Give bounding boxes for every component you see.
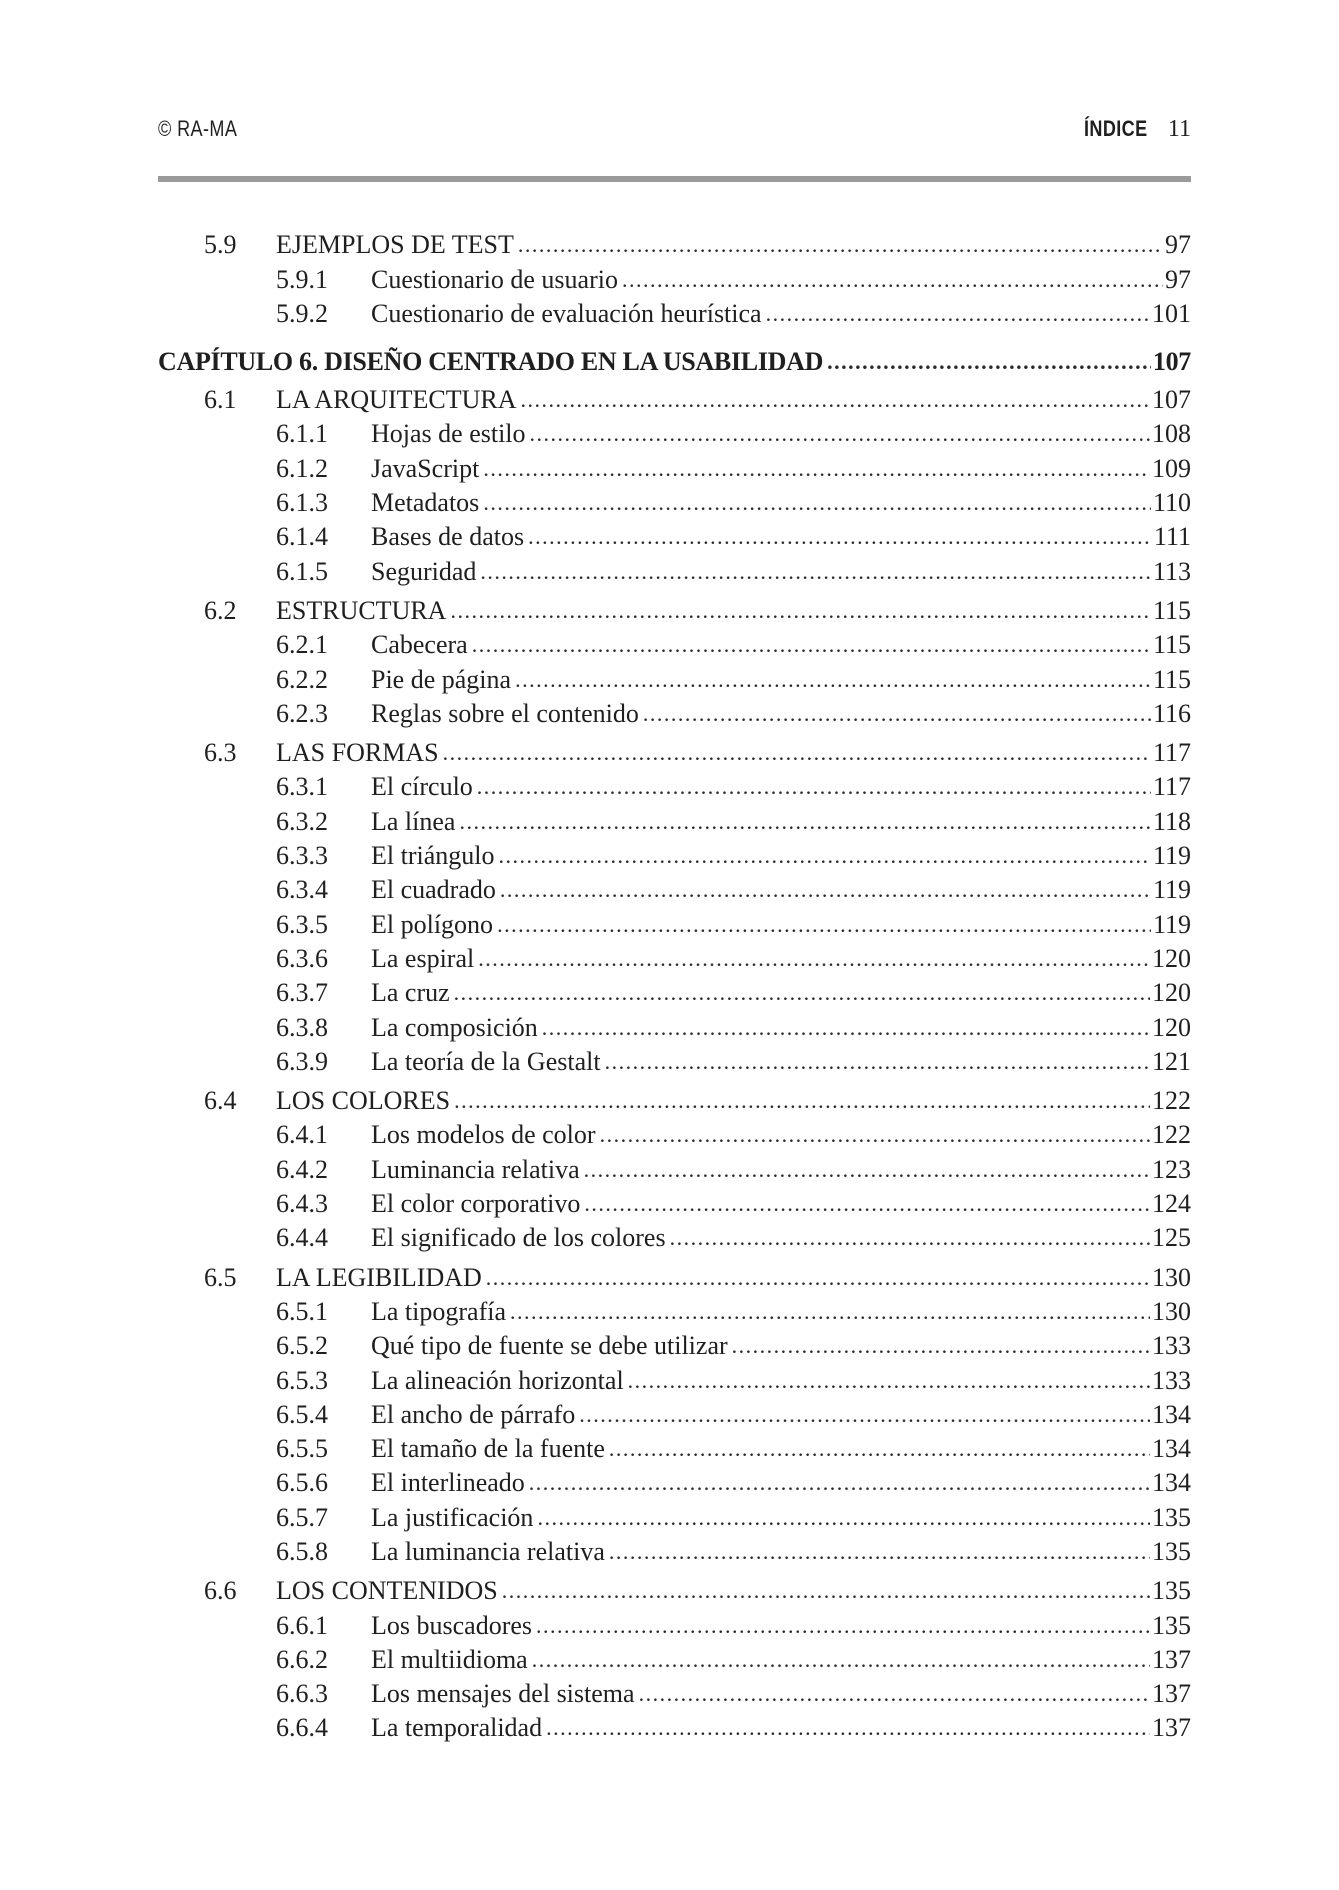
toc-entry-page: 97 [1165, 230, 1191, 260]
toc-entry-number: 6.5.4 [276, 1399, 328, 1429]
toc-entry-title: El círculo [371, 772, 473, 802]
toc-entry-number: 6.6.1 [276, 1610, 328, 1640]
toc-entry-page: 135 [1152, 1610, 1191, 1640]
toc-entry-number: 6.5 [204, 1262, 237, 1292]
toc-entry-number: 6.1.5 [276, 556, 328, 586]
toc-entry-number: 6.4.4 [276, 1223, 328, 1253]
toc-entry-title: El tamaño de la fuente [371, 1434, 605, 1464]
toc-entry-number: 6.5.8 [276, 1536, 328, 1566]
toc-subsection-entry [158, 262, 1191, 296]
dot-leader [600, 1118, 1150, 1152]
toc-entry-number: 6.5.5 [276, 1434, 328, 1464]
toc-entry-number: 6.6.2 [276, 1644, 328, 1674]
toc-entry-title: La luminancia relativa [371, 1536, 605, 1566]
toc-entry-number: 6.3.8 [276, 1012, 328, 1042]
toc-entry-page: 115 [1152, 630, 1191, 660]
toc-entry-title: El color corporativo [371, 1189, 581, 1219]
toc-entry-number: 6.3.7 [276, 978, 328, 1008]
toc-entry-page: 137 [1152, 1679, 1191, 1709]
dot-leader [502, 1574, 1150, 1608]
toc-entry-page: 117 [1152, 772, 1191, 802]
toc-subsection-entry [158, 554, 1191, 588]
toc-entry-number: 6.2 [204, 595, 237, 625]
toc-entry-title: El cuadrado [371, 875, 496, 905]
toc-subsection-entry [158, 662, 1191, 696]
toc-subsection-entry [158, 1608, 1191, 1642]
toc-entry-title: ESTRUCTURA [276, 595, 447, 625]
toc-section-entry [158, 383, 1191, 417]
toc-subsection-entry [158, 942, 1191, 976]
dot-leader [542, 1011, 1150, 1045]
toc-entry-page: 119 [1152, 841, 1191, 871]
section-title: ÍNDICE [1084, 116, 1148, 141]
toc-entry-page: 135 [1152, 1576, 1191, 1606]
toc-entry-number: 6.1.2 [276, 453, 328, 483]
toc-entry-number: 6.5.1 [276, 1296, 328, 1326]
toc-entry-number: 6.1 [204, 385, 237, 415]
toc-entry-page: 120 [1152, 1012, 1191, 1042]
toc-subsection-entry [158, 520, 1191, 554]
toc-entry-title: Reglas sobre el contenido [371, 698, 639, 728]
dot-leader [537, 1501, 1150, 1535]
dot-leader [454, 976, 1150, 1010]
toc-entry-title: La alineación horizontal [371, 1365, 624, 1395]
dot-leader [827, 345, 1151, 379]
toc-entry-title: JavaScript [371, 453, 480, 483]
toc-entry-number: 6.5.6 [276, 1468, 328, 1498]
toc-subsection-entry [158, 628, 1191, 662]
publisher-mark: © RA-MA [158, 116, 238, 141]
toc-entry-number: 6.6 [204, 1576, 237, 1606]
toc-entry-title: Metadatos [371, 488, 480, 518]
dot-leader [454, 1084, 1150, 1118]
toc-section-entry [158, 1260, 1191, 1294]
dot-leader [546, 1711, 1150, 1745]
toc-entry-title: Seguridad [371, 556, 477, 586]
toc-entry-page: 122 [1152, 1120, 1191, 1150]
dot-leader [530, 417, 1150, 451]
toc-entry-title: Cuestionario de evaluación heurística [371, 298, 762, 328]
toc-entry-page: 120 [1152, 943, 1191, 973]
toc-entry-number: 6.5.7 [276, 1502, 328, 1532]
toc-entry-number: 6.3.4 [276, 875, 328, 905]
dot-leader [477, 770, 1151, 804]
toc-entry-page: 115 [1152, 664, 1191, 694]
running-head-right [1070, 116, 1191, 143]
toc-subsection-entry [158, 1187, 1191, 1221]
dot-leader [459, 805, 1151, 839]
toc-entry-number: 6.2.1 [276, 630, 328, 660]
toc-entry-page: 120 [1152, 978, 1191, 1008]
toc-entry-page: 134 [1152, 1434, 1191, 1464]
toc-entry-number: 6.5.3 [276, 1365, 328, 1395]
header-rule [158, 176, 1191, 182]
toc-subsection-entry [158, 839, 1191, 873]
toc-entry-page: 107 [1152, 385, 1191, 415]
toc-entry-title: La espiral [371, 943, 475, 973]
dot-leader [532, 1643, 1150, 1677]
toc-entry-title: LA ARQUITECTURA [276, 385, 517, 415]
toc-subsection-entry [158, 1500, 1191, 1534]
toc-entry-title: El ancho de párrafo [371, 1399, 576, 1429]
dot-leader [639, 1677, 1150, 1711]
toc-entry-number: 6.3.5 [276, 909, 328, 939]
toc-entry-number: 6.3.6 [276, 943, 328, 973]
toc-entry-page: 125 [1152, 1223, 1191, 1253]
toc-entry-page: 110 [1152, 488, 1191, 518]
toc-entry-number: 6.4.1 [276, 1120, 328, 1150]
toc-subsection-entry [158, 1010, 1191, 1044]
toc-subsection-entry [158, 873, 1191, 907]
toc-entry-title: La cruz [371, 978, 450, 1008]
dot-leader [510, 1295, 1150, 1329]
dot-leader [670, 1221, 1150, 1255]
toc-entry-number: 6.4.2 [276, 1154, 328, 1184]
page-number: 11 [1167, 116, 1191, 142]
toc-entry-page: 118 [1152, 806, 1191, 836]
toc-entry-page: 134 [1152, 1468, 1191, 1498]
dot-leader [472, 628, 1151, 662]
toc-entry-title: Cuestionario de usuario [371, 264, 618, 294]
toc-entry-title: LOS COLORES [276, 1086, 451, 1116]
toc-entry-number: 6.3.9 [276, 1046, 328, 1076]
toc-subsection-entry [158, 417, 1191, 451]
dot-leader [515, 663, 1151, 697]
toc-entry-number: 6.6.3 [276, 1679, 328, 1709]
toc-entry-number: 6.2.2 [276, 664, 328, 694]
toc-entry-title: LOS CONTENIDOS [276, 1576, 498, 1606]
toc-entry-page: 122 [1152, 1086, 1191, 1116]
toc-subsection-entry [158, 907, 1191, 941]
toc-entry-number: 6.3 [204, 738, 237, 768]
toc-entry-page: 109 [1152, 453, 1191, 483]
dot-leader [497, 908, 1151, 942]
dot-leader [584, 1153, 1150, 1187]
toc-entry-title: Los modelos de color [371, 1120, 596, 1150]
dot-leader [518, 228, 1163, 262]
toc-entry-page: 137 [1152, 1713, 1191, 1743]
toc-subsection-entry [158, 1466, 1191, 1500]
toc-entry-title: Qué tipo de fuente se debe utilizar [371, 1331, 728, 1361]
toc-entry-title: Luminancia relativa [371, 1154, 580, 1184]
dot-leader [483, 486, 1151, 520]
table-of-contents [158, 228, 1191, 1745]
toc-entry-page: 135 [1152, 1536, 1191, 1566]
dot-leader [500, 873, 1151, 907]
toc-entry-title: La temporalidad [371, 1713, 543, 1743]
toc-entry-page: 119 [1152, 909, 1191, 939]
toc-entry-page: 117 [1152, 738, 1191, 768]
toc-entry-title: El significado de los colores [371, 1223, 666, 1253]
dot-leader [478, 942, 1150, 976]
dot-leader [498, 839, 1150, 873]
dot-leader [480, 555, 1151, 589]
toc-section-entry [158, 594, 1191, 628]
toc-entry-page: 107 [1152, 346, 1191, 376]
toc-entry-title: Hojas de estilo [371, 419, 526, 449]
toc-section-entry [158, 1574, 1191, 1608]
toc-entry-title: El triángulo [371, 841, 495, 871]
toc-subsection-entry [158, 1535, 1191, 1569]
toc-entry-title: Los mensajes del sistema [371, 1679, 635, 1709]
toc-subsection-entry [158, 1677, 1191, 1711]
dot-leader [766, 297, 1150, 331]
toc-subsection-entry [158, 976, 1191, 1010]
toc-entry-number: 6.3.3 [276, 841, 328, 871]
toc-entry-page: 134 [1152, 1399, 1191, 1429]
toc-entry-title: EJEMPLOS DE TEST [276, 230, 514, 260]
dot-leader [609, 1535, 1150, 1569]
dot-leader [443, 736, 1151, 770]
toc-entry-title: La línea [371, 806, 456, 836]
toc-entry-title: Bases de datos [371, 522, 525, 552]
toc-entry-page: 108 [1152, 419, 1191, 449]
toc-entry-page: 111 [1153, 522, 1191, 552]
toc-entry-number: 6.2.3 [276, 698, 328, 728]
toc-entry-title: LA LEGIBILIDAD [276, 1262, 482, 1292]
toc-section-entry [158, 1084, 1191, 1118]
toc-subsection-entry [158, 1221, 1191, 1255]
toc-entry-title: El interlineado [371, 1468, 525, 1498]
toc-subsection-entry [158, 1295, 1191, 1329]
dot-leader [732, 1329, 1150, 1363]
toc-entry-number: 6.1.3 [276, 488, 328, 518]
toc-subsection-entry [158, 1398, 1191, 1432]
toc-entry-page: 116 [1152, 698, 1191, 728]
toc-subsection-entry [158, 1432, 1191, 1466]
toc-entry-title: El polígono [371, 909, 494, 939]
dot-leader [528, 520, 1152, 554]
toc-subsection-entry [158, 1152, 1191, 1186]
toc-entry-page: 97 [1165, 264, 1191, 294]
toc-entry-title: Pie de página [371, 664, 512, 694]
toc-entry-page: 113 [1152, 556, 1191, 586]
toc-section-entry [158, 736, 1191, 770]
toc-entry-number: 6.1.1 [276, 419, 328, 449]
toc-entry-page: 135 [1152, 1502, 1191, 1532]
running-head [158, 112, 1191, 152]
toc-entry-title: El multiidioma [371, 1644, 528, 1674]
toc-subsection-entry [158, 1711, 1191, 1745]
toc-entry-page: 133 [1152, 1331, 1191, 1361]
toc-section-entry [158, 228, 1191, 262]
toc-subsection-entry [158, 451, 1191, 485]
toc-entry-number: 6.3.1 [276, 772, 328, 802]
toc-entry-page: 115 [1152, 595, 1191, 625]
dot-leader [486, 1261, 1150, 1295]
toc-entry-number: 6.3.2 [276, 806, 328, 836]
toc-entry-number: 6.5.2 [276, 1331, 328, 1361]
toc-entry-page: 130 [1152, 1296, 1191, 1326]
toc-entry-title: La tipografía [371, 1296, 506, 1326]
dot-leader [643, 697, 1151, 731]
dot-leader [605, 1045, 1150, 1079]
toc-subsection-entry [158, 1329, 1191, 1363]
dot-leader [521, 383, 1151, 417]
dot-leader [628, 1364, 1150, 1398]
toc-entry-number: 5.9.1 [276, 264, 328, 294]
toc-entry-page: 133 [1152, 1365, 1191, 1395]
toc-entry-number: 5.9 [204, 230, 237, 260]
toc-entry-title: LAS FORMAS [276, 738, 439, 768]
toc-subsection-entry [158, 297, 1191, 331]
toc-entry-page: 137 [1152, 1644, 1191, 1674]
toc-entry-title: La composición [371, 1012, 538, 1042]
toc-subsection-entry [158, 1118, 1191, 1152]
toc-subsection-entry [158, 770, 1191, 804]
toc-entry-title: La justificación [371, 1502, 534, 1532]
toc-entry-page: 119 [1152, 875, 1191, 905]
dot-leader [529, 1466, 1150, 1500]
toc-entry-number: 5.9.2 [276, 298, 328, 328]
dot-leader [609, 1432, 1150, 1466]
toc-entry-number: 6.4.3 [276, 1189, 328, 1219]
toc-entry-page: 123 [1152, 1154, 1191, 1184]
dot-leader [579, 1398, 1150, 1432]
toc-entry-title: Cabecera [371, 630, 468, 660]
dot-leader [584, 1187, 1150, 1221]
toc-entry-page: 101 [1152, 298, 1191, 328]
dot-leader [622, 263, 1163, 297]
toc-entry-page: 130 [1152, 1262, 1191, 1292]
toc-entry-page: 121 [1152, 1046, 1191, 1076]
toc-entry-number: 6.1.4 [276, 522, 328, 552]
toc-entry-title: La teoría de la Gestalt [371, 1046, 601, 1076]
dot-leader [483, 452, 1150, 486]
toc-subsection-entry [158, 1363, 1191, 1397]
toc-entry-number: 6.6.4 [276, 1713, 328, 1743]
toc-entry-title: CAPÍTULO 6. DISEÑO CENTRADO EN LA USABILIDAD [158, 346, 824, 376]
toc-subsection-entry [158, 804, 1191, 838]
toc-subsection-entry [158, 1045, 1191, 1079]
toc-entry-title: Los buscadores [371, 1610, 533, 1640]
dot-leader [450, 594, 1150, 628]
toc-entry-page: 124 [1152, 1189, 1191, 1219]
dot-leader [536, 1609, 1150, 1643]
toc-subsection-entry [158, 486, 1191, 520]
toc-chapter-entry [158, 341, 1191, 379]
toc-subsection-entry [158, 1643, 1191, 1677]
toc-entry-number: 6.4 [204, 1086, 237, 1116]
toc-subsection-entry [158, 697, 1191, 731]
